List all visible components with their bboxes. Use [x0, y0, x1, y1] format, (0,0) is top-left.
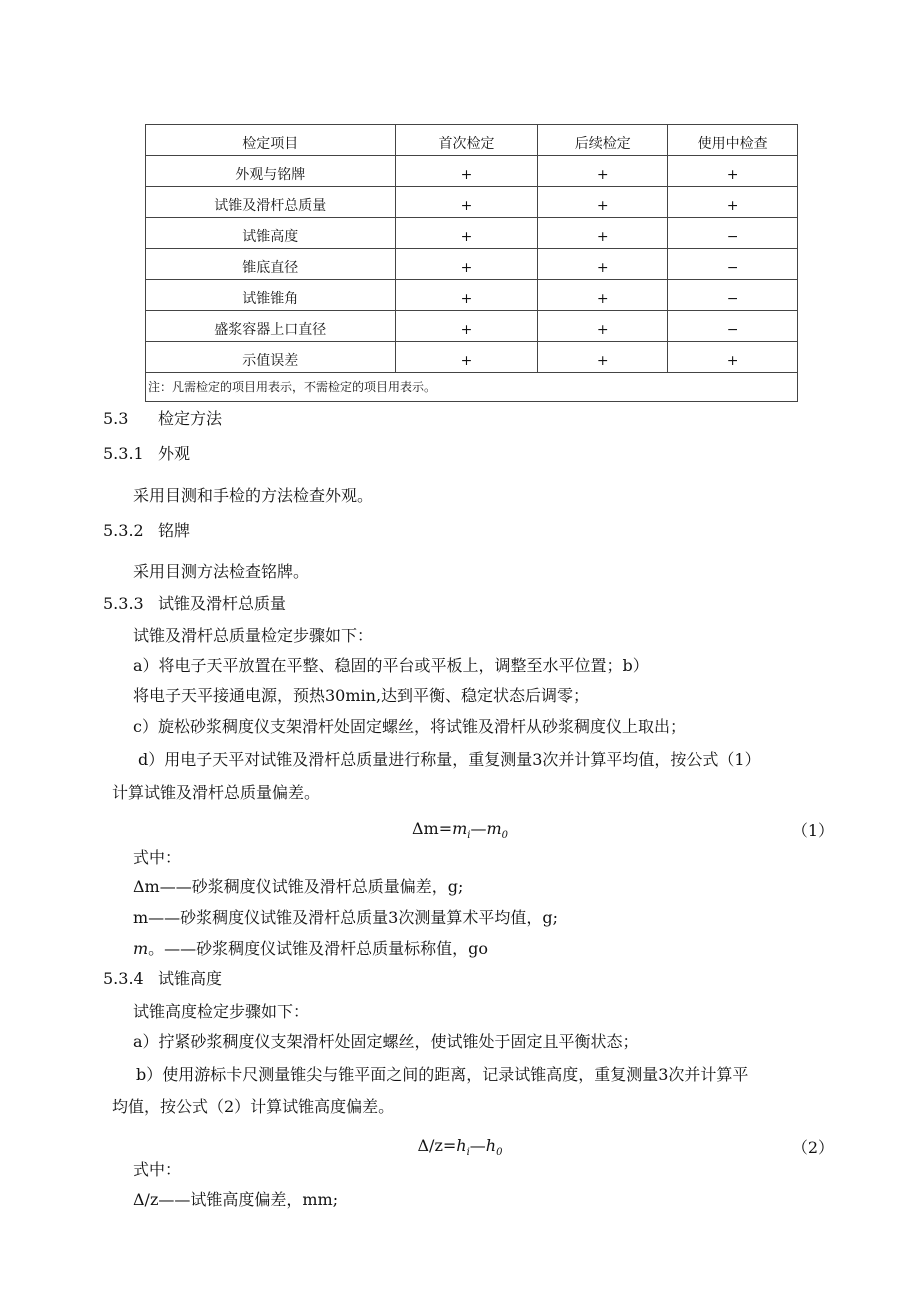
- step-a: a）拧紧砂浆稠度仪支架滑杆处固定螺丝，使试锥处于固定且平衡状态；: [133, 1032, 639, 1051]
- item-cell: 示值误差: [146, 342, 396, 373]
- step-c: c）旋松砂浆稠度仪支架滑杆处固定螺丝，将试锥及滑杆从砂浆稠度仪上取出；: [133, 717, 686, 736]
- step-d-continued: 计算试锥及滑杆总质量偏差。: [112, 783, 321, 802]
- step-b-continued: 均值，按公式（2）计算试锥高度偏差。: [112, 1097, 395, 1116]
- table-note: 注：凡需检定的项目用表示，不需检定的项目用表示。: [146, 373, 798, 402]
- value-cell: +: [395, 280, 538, 311]
- section-number: 5.3.1: [103, 444, 144, 463]
- item-cell: 盛浆容器上口直径: [146, 311, 396, 342]
- section-heading-5-3-3: [103, 593, 286, 615]
- formula-sub: 0: [496, 1147, 503, 1159]
- equation-number: （2）: [791, 1138, 834, 1157]
- section-heading-5-3-4: [103, 968, 222, 990]
- table-row: [146, 249, 798, 280]
- value-cell: +: [538, 187, 668, 218]
- step-b: b）使用游标卡尺测量锥尖与锥平面之间的距离，记录试锥高度，重复测量3次并计算平: [136, 1065, 749, 1084]
- item-cell: 试锥高度: [146, 218, 396, 249]
- value-cell: −: [668, 249, 798, 280]
- table-row: [146, 156, 798, 187]
- table-row: [146, 280, 798, 311]
- formula-sub: 0: [501, 830, 509, 842]
- definition-var: m: [133, 939, 149, 958]
- value-cell: −: [668, 218, 798, 249]
- formula-sub: i: [467, 830, 471, 842]
- header-cell: 检定项目: [146, 125, 396, 156]
- definition-text: 。——砂浆稠度仪试锥及滑杆总质量标称值，go: [148, 939, 489, 958]
- section-title: 铭牌: [158, 521, 191, 540]
- paragraph: 采用目测方法检查铭牌。: [133, 562, 310, 581]
- header-cell: 后续检定: [538, 125, 668, 156]
- table-row: [146, 187, 798, 218]
- item-cell: 试锥及滑杆总质量: [146, 187, 396, 218]
- where-label: 式中：: [133, 848, 182, 867]
- value-cell: +: [395, 187, 538, 218]
- item-cell: 试锥锥角: [146, 280, 396, 311]
- value-cell: +: [538, 218, 668, 249]
- equation-number: （1）: [791, 821, 834, 840]
- section-title: 检定方法: [158, 409, 223, 428]
- section-title: 试锥及滑杆总质量: [158, 594, 287, 613]
- value-cell: +: [538, 280, 668, 311]
- value-cell: +: [538, 311, 668, 342]
- formula-1: [0, 818, 920, 847]
- section-number: 5.3.4: [103, 969, 144, 988]
- formula-lhs: Δm=: [411, 819, 453, 838]
- formula-dash: —: [469, 1136, 486, 1155]
- item-cell: 外观与铭牌: [146, 156, 396, 187]
- value-cell: +: [395, 156, 538, 187]
- definition: Δm——砂浆稠度仪试锥及滑杆总质量偏差，g;: [133, 877, 464, 896]
- formula-var: m: [486, 819, 502, 838]
- value-cell: +: [395, 311, 538, 342]
- formula-var: h: [456, 1136, 467, 1155]
- step-b: 将电子天平接通电源，预热30min,达到平衡、稳定状态后调零；: [133, 686, 590, 705]
- value-cell: −: [668, 280, 798, 311]
- where-label: 式中：: [133, 1160, 182, 1179]
- paragraph: 采用目测和手检的方法检查外观。: [133, 486, 374, 505]
- value-cell: +: [538, 249, 668, 280]
- definition: m——砂浆稠度仪试锥及滑杆总质量3次测量算术平均值，g;: [133, 908, 558, 927]
- section-heading-5-3-1: [103, 443, 190, 465]
- section-number: 5.3.2: [103, 521, 144, 540]
- section-title: 外观: [158, 444, 191, 463]
- formula-var: m: [452, 819, 468, 838]
- section-number: 5.3: [103, 409, 129, 428]
- value-cell: +: [668, 342, 798, 373]
- paragraph: 试锥及滑杆总质量检定步骤如下：: [133, 626, 374, 645]
- table-row: [146, 218, 798, 249]
- formula-var: h: [485, 1136, 497, 1155]
- table-note-row: [146, 373, 798, 402]
- value-cell: +: [395, 218, 538, 249]
- section-heading-5-3-2: [103, 520, 190, 542]
- formula-lhs: Δ/z=: [417, 1136, 457, 1155]
- value-cell: +: [395, 249, 538, 280]
- table-header-row: [146, 125, 798, 156]
- value-cell: +: [395, 342, 538, 373]
- section-number: 5.3.3: [103, 594, 144, 613]
- table-row: [146, 311, 798, 342]
- value-cell: +: [668, 187, 798, 218]
- definition: Δ/z——试锥高度偏差，mm;: [133, 1190, 339, 1209]
- header-cell: 首次检定: [395, 125, 538, 156]
- table-row: [146, 342, 798, 373]
- paragraph: 试锥高度检定步骤如下：: [133, 1002, 310, 1021]
- value-cell: −: [668, 311, 798, 342]
- verification-items-table: [145, 124, 798, 402]
- header-cell: 使用中检查: [668, 125, 798, 156]
- value-cell: +: [668, 156, 798, 187]
- section-title: 试锥高度: [158, 969, 223, 988]
- formula-dash: —: [470, 819, 487, 838]
- definition: [133, 938, 488, 960]
- value-cell: +: [538, 342, 668, 373]
- step-d: d）用电子天平对试锥及滑杆总质量进行称量，重复测量3次并计算平均值，按公式（1）: [138, 750, 761, 769]
- step-a: a）将电子天平放置在平整、稳固的平台或平板上，调整至水平位置；b）: [133, 656, 649, 675]
- formula-sub: i: [466, 1147, 470, 1159]
- value-cell: +: [538, 156, 668, 187]
- item-cell: 锥底直径: [146, 249, 396, 280]
- section-heading-5-3: [103, 408, 222, 430]
